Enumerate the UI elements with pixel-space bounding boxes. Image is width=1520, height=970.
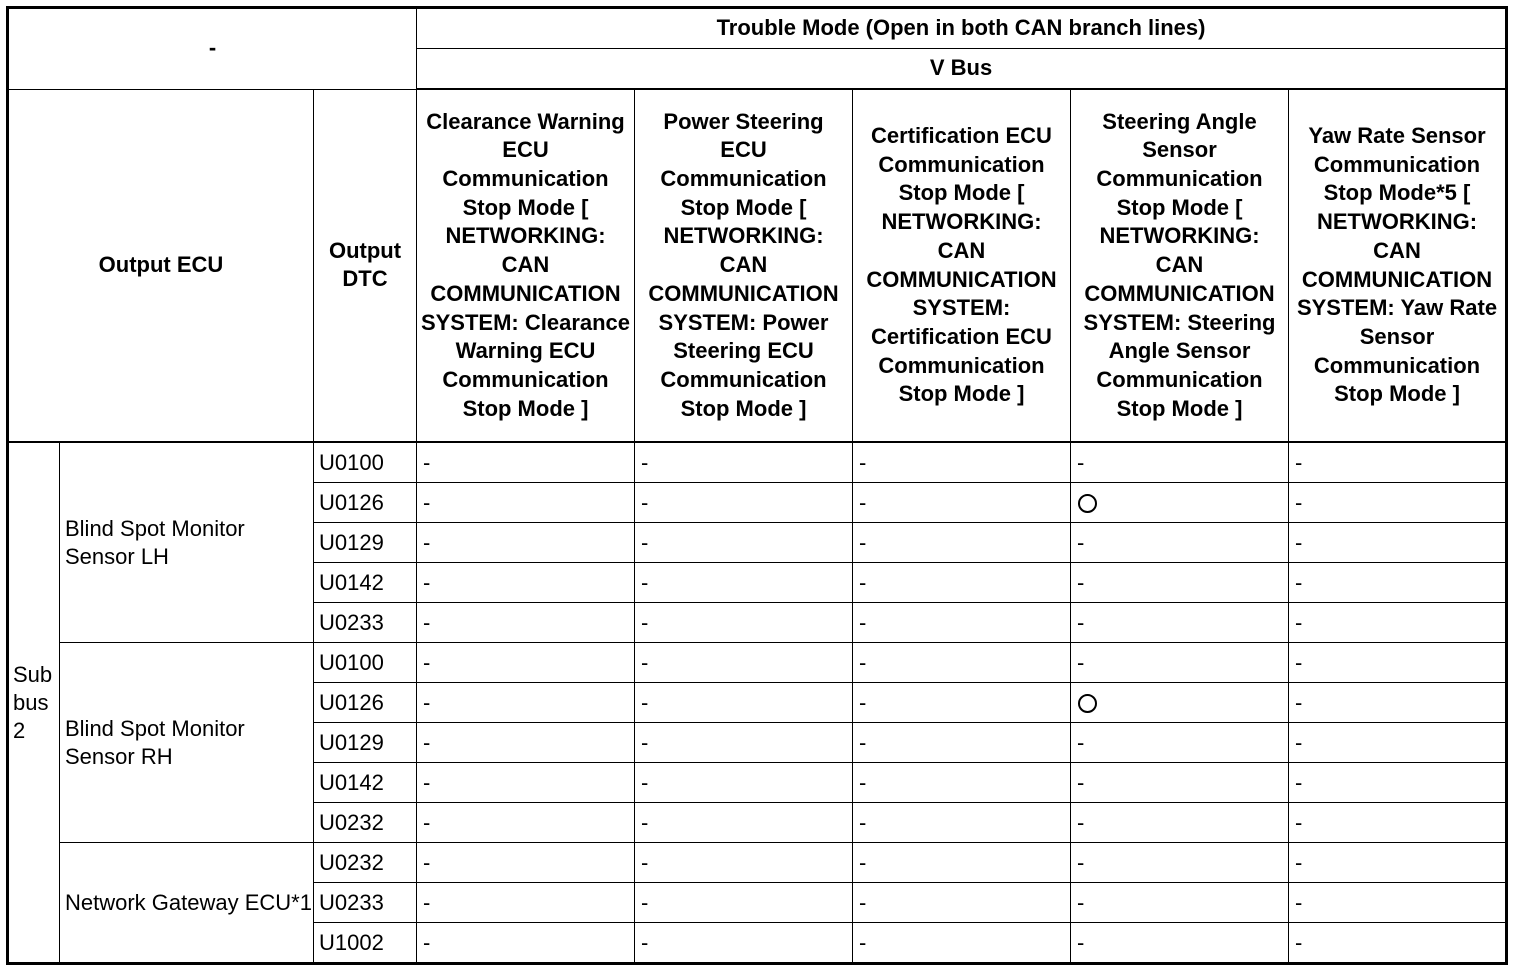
table-row [8,843,1507,883]
result-cell: - [635,603,853,643]
result-cell: - [1289,643,1507,683]
result-cell: - [1289,523,1507,563]
result-cell: - [1071,603,1289,643]
result-cell: - [417,683,635,723]
result-cell: - [417,843,635,883]
result-cell: - [1289,683,1507,723]
result-cell: - [417,523,635,563]
result-cell: - [853,763,1071,803]
trouble-mode-header: Trouble Mode (Open in both CAN branch lines) [417,8,1507,49]
result-cell: - [635,523,853,563]
result-cell: - [1289,442,1507,483]
bus-header: V Bus [417,49,1507,90]
result-cell: - [635,643,853,683]
result-cell: - [853,643,1071,683]
corner-cell: - [8,8,417,90]
result-cell: - [1289,803,1507,843]
group-label: Sub bus 2 [8,442,60,964]
result-cell: - [1289,923,1507,964]
result-cell: - [1289,843,1507,883]
dtc-code: U0142 [314,763,417,803]
table-body [8,442,1507,964]
result-cell: - [635,563,853,603]
dtc-code: U0129 [314,523,417,563]
result-cell: - [853,803,1071,843]
result-cell: - [635,923,853,964]
result-cell: - [635,763,853,803]
result-cell: - [1289,563,1507,603]
result-cell: - [635,442,853,483]
mode-header-certification: Certification ECU Communication Stop Mode [ NETWORKING: CAN COMMUNICATION SYSTEM: Certification ECU Communication Stop Mode ] [853,89,1071,442]
output-dtc-header: Output DTC [314,89,417,442]
result-cell: - [853,483,1071,523]
dtc-code: U0232 [314,843,417,883]
dtc-code: U0100 [314,442,417,483]
mode-header-steering-angle: Steering Angle Sensor Communication Stop Mode [ NETWORKING: CAN COMMUNICATION SYSTEM: Steering Angle Sensor Communication Stop Mode ] [1071,89,1289,442]
dtc-trouble-mode-table [6,6,1508,965]
circle-icon [1078,494,1097,513]
table-row [8,442,1507,483]
result-cell: - [1071,723,1289,763]
result-cell: - [417,723,635,763]
detected-mark [1071,483,1289,523]
ecu-name: Network Gateway ECU*1 [60,843,314,964]
result-cell: - [853,723,1071,763]
result-cell: - [417,442,635,483]
dtc-code: U0126 [314,483,417,523]
result-cell: - [1289,883,1507,923]
result-cell: - [853,523,1071,563]
result-cell: - [417,803,635,843]
result-cell: - [853,843,1071,883]
result-cell: - [1071,643,1289,683]
result-cell: - [635,683,853,723]
output-ecu-header: Output ECU [8,89,314,442]
result-cell: - [417,483,635,523]
result-cell: - [417,763,635,803]
dtc-code: U0126 [314,683,417,723]
result-cell: - [1289,763,1507,803]
dtc-code: U0233 [314,883,417,923]
result-cell: - [1071,563,1289,603]
result-cell: - [1289,603,1507,643]
circle-icon [1078,694,1097,713]
result-cell: - [1071,523,1289,563]
result-cell: - [1071,843,1289,883]
result-cell: - [417,883,635,923]
result-cell: - [635,803,853,843]
result-cell: - [417,563,635,603]
result-cell: - [635,723,853,763]
dtc-code: U0232 [314,803,417,843]
dtc-table-container [6,6,1508,965]
ecu-name: Blind Spot Monitor Sensor RH [60,643,314,843]
result-cell: - [1071,803,1289,843]
result-cell: - [635,883,853,923]
ecu-name: Blind Spot Monitor Sensor LH [60,442,314,643]
result-cell: - [635,483,853,523]
result-cell: - [853,442,1071,483]
mode-header-power-steering: Power Steering ECU Communication Stop Mode [ NETWORKING: CAN COMMUNICATION SYSTEM: Power Steering ECU Communication Stop Mode ] [635,89,853,442]
mode-header-yaw-rate: Yaw Rate Sensor Communication Stop Mode*5 [ NETWORKING: CAN COMMUNICATION SYSTEM: Yaw Rate Sensor Communication Stop Mode ] [1289,89,1507,442]
dtc-code: U0142 [314,563,417,603]
detected-mark [1071,683,1289,723]
result-cell: - [1289,483,1507,523]
dtc-code: U0129 [314,723,417,763]
result-cell: - [1071,763,1289,803]
result-cell: - [1071,883,1289,923]
result-cell: - [853,923,1071,964]
result-cell: - [853,563,1071,603]
dtc-code: U0233 [314,603,417,643]
dtc-code: U0100 [314,643,417,683]
result-cell: - [1071,923,1289,964]
result-cell: - [417,923,635,964]
result-cell: - [853,603,1071,643]
result-cell: - [635,843,853,883]
table-row [8,643,1507,683]
result-cell: - [417,643,635,683]
dtc-code: U1002 [314,923,417,964]
result-cell: - [853,883,1071,923]
result-cell: - [853,683,1071,723]
result-cell: - [1289,723,1507,763]
result-cell: - [1071,442,1289,483]
result-cell: - [417,603,635,643]
mode-header-clearance-warning: Clearance Warning ECU Communication Stop Mode [ NETWORKING: CAN COMMUNICATION SYSTEM: Clearance Warning ECU Communication Stop Mode ] [417,89,635,442]
